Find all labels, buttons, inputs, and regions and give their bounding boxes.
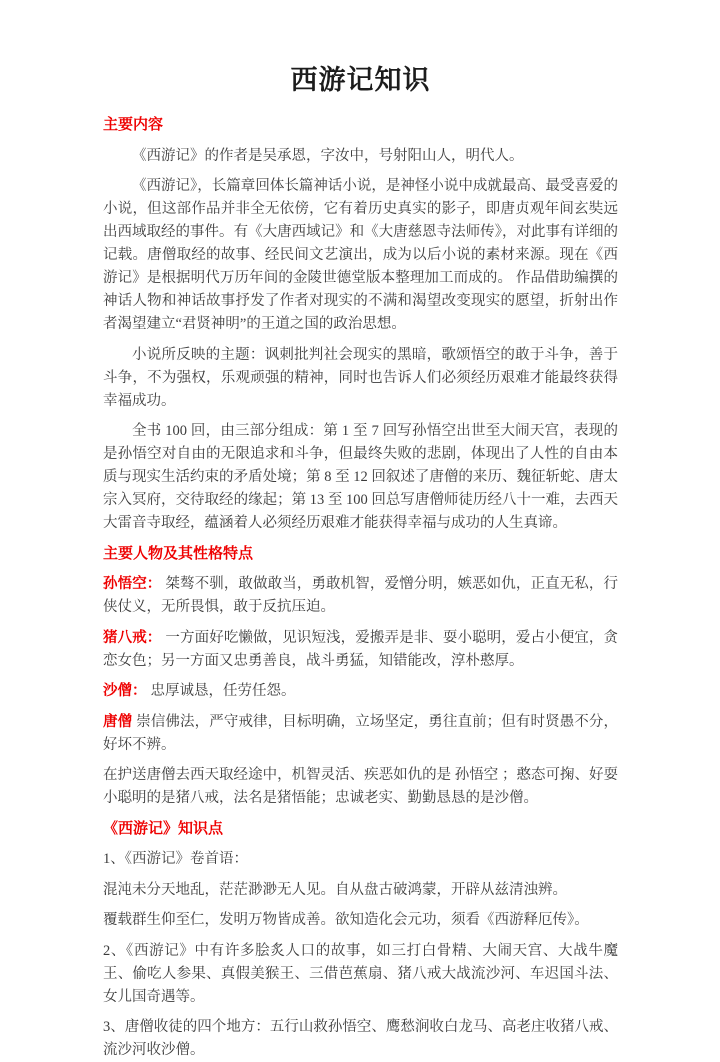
character-desc-zhubajie: 一方面好吃懒做，见识短浅，爱搬弄是非、耍小聪明，爱占小便宜，贪恋女色；另一方面又忠勇善良，战斗勇猛，知错能改，淳朴憨厚。: [103, 629, 619, 669]
character-name-tangseng: 唐僧: [103, 713, 133, 730]
poem-line-1: 混沌未分天地乱，茫茫渺渺无人见。自从盘古破鸿蒙，开辟从兹清浊辨。: [103, 881, 567, 898]
paragraph-structure: 全书 100 回，由三部分组成：第 1 至 7 回写孙悟空出世至大闹天宫，表现的是孙悟空对自由的无限追求和斗争，但最终失败的悲剧，体现出了人性的自由本质与现实生活约束的矛盾处境；第 8 至 12 回叙述了唐僧的来历、魏征斩蛇、唐太宗入冥府，交待取经的缘起；第 13 至 100 回总写唐僧师徒历经八十一难，去西天大雷音寺取经，蕴涵着人必须经历艰难才能获得幸福与成功的人生真谛。: [103, 423, 618, 531]
paragraph-theme: 小说所反映的主题：讽刺批判社会现实的黑暗，歌颂悟空的敢于斗争，善于斗争，不为强权，乐观顽强的精神，同时也告诉人们必须经历艰难才能最终获得幸福成功。: [103, 346, 618, 409]
poem-line-2: 覆载群生仰至仁，发明万物皆成善。欲知造化会元功，须看《西游释厄传》。: [103, 912, 589, 928]
point-2: 2、《西游记》中有许多脍炙人口的故事，如三打白骨精、大闹天宫、大战牛魔王、偷吃人参果、真假美猴王、三借芭蕉扇、猪八戒大战流沙河、车迟国斗法、女儿国奇遇等。: [103, 942, 618, 1005]
character-name-sunwukong: 孙悟空：: [103, 576, 162, 592]
point-3: 3、唐僧收徒的四个地方：五行山救孙悟空、鹰愁涧收白龙马、高老庄收猪八戒、流沙河收沙僧。: [103, 1019, 618, 1058]
character-paragraph-zhubajie: [103, 627, 618, 673]
character-desc-sunwukong: 桀骜不驯，敢做敢当，勇敢机智，爱憎分明，嫉恶如仇，正直无私，行侠仗义，无所畏惧，敢于反抗压迫。: [103, 576, 619, 615]
heading-knowledge-points: 《西游记》知识点: [103, 820, 224, 837]
character-desc-shaseng: 忠厚诚恳，任劳任怨。: [150, 683, 296, 699]
paragraph-escort: 在护送唐僧去西天取经途中，机智灵活、疾恶如仇的是 孙悟空 ；憨态可掬、好耍小聪明的是猪八戒，法名是猪悟能；忠诚老实、勤勤恳恳的是沙僧。: [103, 767, 618, 806]
character-name-shaseng: 沙僧：: [103, 683, 147, 699]
heading-main-content: 主要内容: [103, 117, 164, 133]
character-paragraph-sunwukong: [103, 573, 618, 619]
character-paragraph-shaseng: [103, 680, 618, 703]
character-name-zhubajie: 猪八戒：: [103, 629, 162, 646]
doc-title: 西游记知识: [290, 65, 431, 95]
paragraph-author: 《西游记》的作者是吴承恩，字汝中，号射阳山人，明代人。: [132, 147, 524, 164]
paragraph-overview: 《西游记》，长篇章回体长篇神话小说，是神怪小说中成就最高、最受喜爱的小说，但这部作品并非全无依傍，它有着历史真实的影子，即唐贞观年间玄奘远出西域取经的事件。有《大唐西域记》和《大唐慈恩寺法师传》，对此事有详细的记载。唐僧取经的故事、经民间文艺演出，成为以后小说的素材来源。现在《西游记》是根据明代万历年间的金陵世德堂版本整理加工而成的。 作品借助编撰的神话人物和神话故事抒发了作者对现实的不满和渴望改变现实的愿望，折射出作者渴望建立“君贤神明”的王道之国的政治思想。: [103, 178, 618, 332]
point-1-label: 1、《西游记》卷首语：: [103, 851, 248, 867]
heading-characters: 主要人物及其性格特点: [103, 545, 254, 562]
character-paragraph-tangseng: [103, 711, 618, 757]
character-desc-tangseng: 崇信佛法，严守戒律，目标明确，立场坚定，勇往直前；但有时贤愚不分，好坏不辨。: [103, 713, 619, 753]
